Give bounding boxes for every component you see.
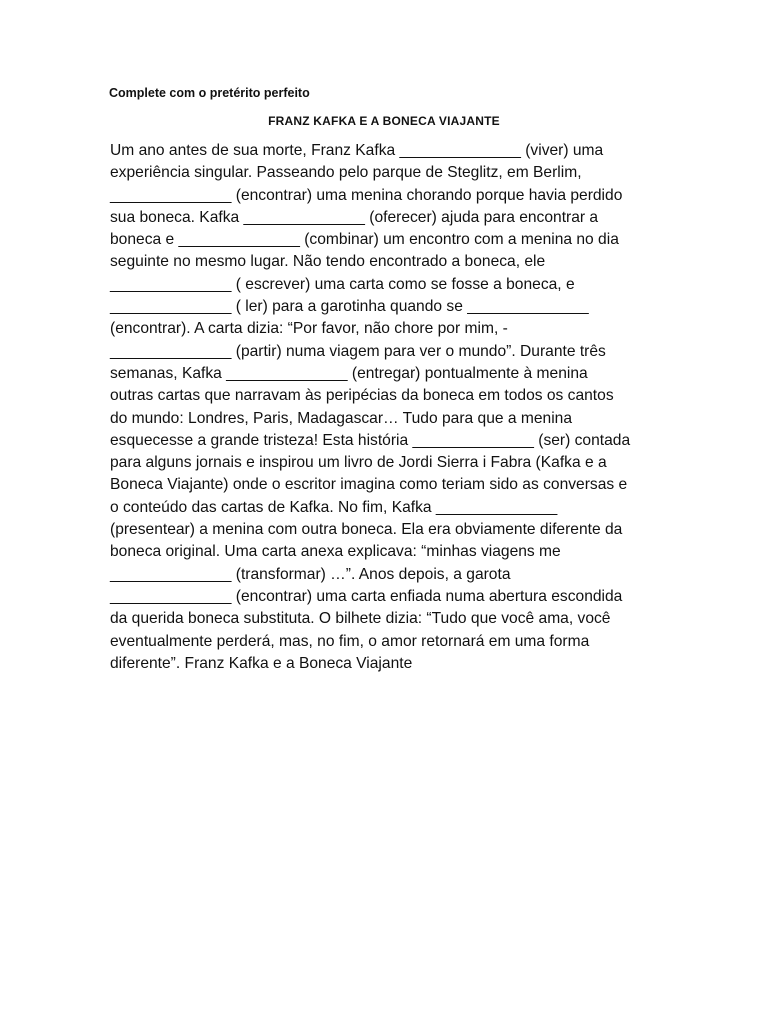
text-line: da querida boneca substituta. O bilhete dizia: “Tudo que você ama, você [110,610,611,628]
text-line: boneca e ______________ (combinar) um encontro com a menina no dia [110,231,619,249]
text-line: ______________ (transformar) …”. Anos depois, a garota [110,565,511,583]
text-line: seguinte no mesmo lugar. Não tendo encontrado a boneca, ele [110,253,546,271]
text-line: ______________ ( escrever) uma carta como se fosse a boneca, e [110,275,575,293]
text-line: (encontrar). A carta dizia: “Por favor, não chore por mim, - [110,320,508,338]
text-line: ______________ (partir) numa viagem para ver o mundo”. Durante três [110,342,606,360]
instruction-heading: Complete com o pretérito perfeito [109,86,310,100]
text-line: Um ano antes de sua morte, Franz Kafka ______________ (viver) uma [110,142,604,159]
text-line: Boneca Viajante) onde o escritor imagina como teriam sido as conversas e [110,476,628,494]
story-paragraph [110,140,670,675]
text-line: boneca original. Uma carta anexa explicava: “minhas viagens me [110,543,561,561]
text-line: sua boneca. Kafka ______________ (oferecer) ajuda para encontrar a [110,208,599,226]
text-line: eventualmente perderá, mas, no fim, o amor retornará em uma forma [110,632,590,650]
text-line: (presentear) a menina com outra boneca. Ela era obviamente diferente da [110,521,623,539]
text-line: esquecesse a grande tristeza! Esta história ______________ (ser) contada [110,431,631,449]
text-line: ______________ ( ler) para a garotinha quando se ______________ [110,298,589,316]
text-line: o conteúdo das cartas de Kafka. No fim, Kafka ______________ [110,498,558,516]
text-line: semanas, Kafka ______________ (entregar) pontualmente à menina [110,364,588,382]
text-line: ______________ (encontrar) uma carta enfiada numa abertura escondida [110,587,623,605]
document-title: FRANZ KAFKA E A BONECA VIAJANTE [268,114,500,128]
text-line: experiência singular. Passeando pelo parque de Steglitz, em Berlim, [110,164,582,182]
text-line: outras cartas que narravam às peripécias da boneca em todos os cantos [110,387,614,405]
text-line: ______________ (encontrar) uma menina chorando porque havia perdido [110,186,623,204]
text-line: diferente”. Franz Kafka e a Boneca Viajante [110,654,413,672]
text-line: para alguns jornais e inspirou um livro de Jordi Sierra i Fabra (Kafka e a [110,454,607,472]
text-line: do mundo: Londres, Paris, Madagascar… Tudo para que a menina [110,409,573,427]
